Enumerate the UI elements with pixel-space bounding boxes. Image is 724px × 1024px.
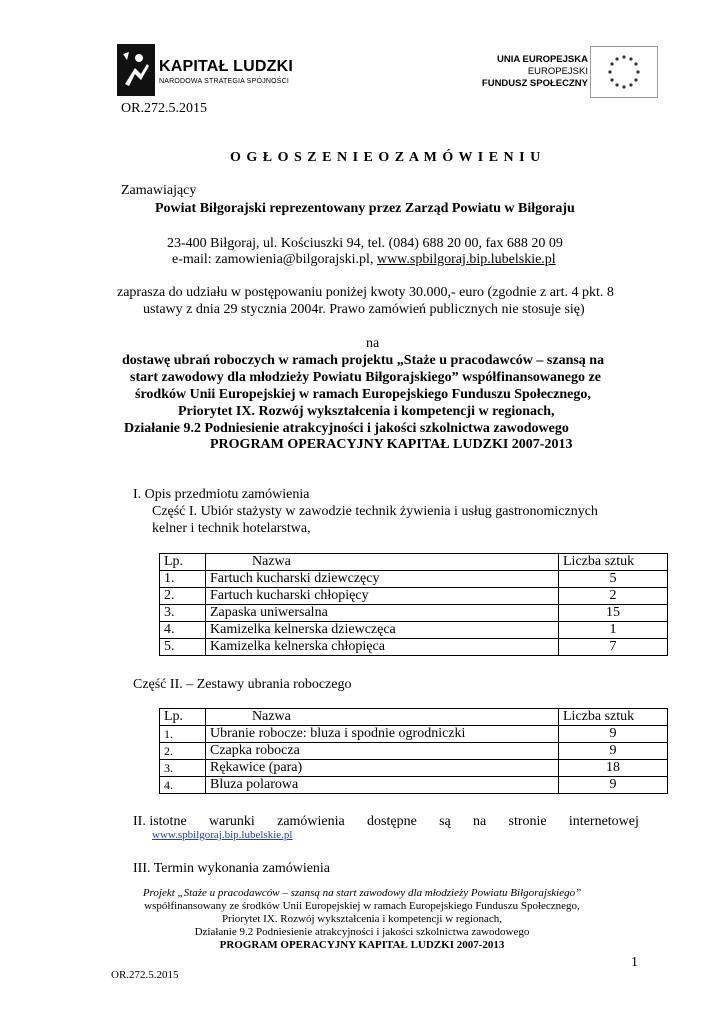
- kapital-ludzki-title: KAPITAŁ LUDZKI: [159, 58, 294, 75]
- footer-line-2: współfinansowany ze środków Unii Europejskiej w ramach Europejskiego Funduszu Społecznego,: [144, 900, 580, 912]
- footer-line-1: Projekt „Staże u pracodawców – szansą na start zawodowy dla młodzieży Powiatu Biłgorajskiego”: [142, 887, 582, 899]
- table-row: [160, 743, 668, 760]
- cell-qty: 2: [559, 588, 668, 605]
- table-header-row: [160, 709, 668, 726]
- eu-logo-line3: FUNDUSZ SPOŁECZNY: [481, 78, 588, 89]
- section-2-word: są: [439, 814, 451, 829]
- table-part-1: [159, 553, 668, 656]
- na-text: na: [366, 336, 380, 351]
- project-line-4: Priorytet IX. Rozwój wykształcenia i kompetencji w regionach,: [178, 404, 555, 419]
- eu-flag-icon: [590, 46, 658, 98]
- project-line-5: Działanie 9.2 Podniesienie atrakcyjności i jakości szkolnictwa zawodowego: [124, 421, 569, 436]
- invite-line-2: ustawy z dnia 29 stycznia 2004r. Prawo zamówień publicznych nie stosuje się): [143, 302, 585, 317]
- header-lp: Lp.: [160, 709, 206, 726]
- table-row: [160, 726, 668, 743]
- project-line-6: PROGRAM OPERACYJNY KAPITAŁ LUDZKI 2007-2013: [210, 437, 573, 452]
- kapital-ludzki-emblem-icon: [117, 44, 155, 96]
- section-2-link[interactable]: www.spbilgoraj.bip.lubelskie.pl: [152, 829, 293, 841]
- cell-name: Zapaska uniwersalna: [206, 605, 559, 622]
- table-header-row: [160, 554, 668, 571]
- cell-qty: 9: [559, 726, 668, 743]
- zamawiajacy-label: Zamawiający: [121, 183, 197, 198]
- email-text: e-mail: zamowienia@bilgorajski.pl,: [172, 252, 377, 267]
- invite-line-1: zaprasza do udziału w postępowaniu poniżej kwoty 30.000,- euro (zgodnie z art. 4 pkt. 8: [117, 285, 614, 300]
- table-row: [160, 622, 668, 639]
- contact-line: [172, 252, 556, 268]
- cell-qty: 9: [559, 743, 668, 760]
- cell-lp: 4.: [160, 622, 206, 639]
- cell-name: Rękawice (para): [206, 760, 559, 777]
- part-2-title: Część II. – Zestawy ubrania roboczego: [133, 677, 352, 692]
- page-number: 1: [631, 955, 638, 970]
- cell-lp: 1.: [160, 726, 206, 743]
- cell-lp: 2.: [160, 743, 206, 760]
- cell-name: Fartuch kucharski chłopięcy: [206, 588, 559, 605]
- eu-logo-line1: UNIA EUROPEJSKA: [497, 54, 588, 65]
- section-3-title: III. Termin wykonania zamówienia: [133, 861, 331, 876]
- section-2-line: [133, 814, 639, 830]
- cell-name: Kamizelka kelnerska dziewczęca: [206, 622, 559, 639]
- kapital-ludzki-subtitle: NARODOWA STRATEGIA SPÓJNOŚCI: [159, 78, 290, 85]
- cell-qty: 7: [559, 639, 668, 656]
- table-row: [160, 605, 668, 622]
- address-line: 23-400 Biłgoraj, ul. Kościuszki 94, tel. (084) 688 20 00, fax 688 20 09: [167, 236, 563, 251]
- eu-logo: [468, 46, 658, 98]
- table-row: [160, 760, 668, 777]
- cell-lp: 1.: [160, 571, 206, 588]
- eu-logo-text: [482, 54, 588, 90]
- table-part-2: [159, 708, 668, 794]
- cell-lp: 4.: [160, 777, 206, 794]
- footer: [0, 887, 724, 952]
- footer-line-4: Działanie 9.2 Podniesienie atrakcyjności i jakości szkolnictwa zawodowego: [194, 926, 530, 938]
- section-2-word: II. istotne: [133, 814, 187, 829]
- cell-lp: 3.: [160, 760, 206, 777]
- table-row: [160, 639, 668, 656]
- header-qty: Liczba sztuk: [559, 554, 668, 571]
- section-2-word: internetowej: [568, 814, 639, 829]
- footer-line-3: Priorytet IX. Rozwój wykształcenia i kompetencji w regionach,: [221, 913, 503, 925]
- cell-qty: 1: [559, 622, 668, 639]
- header-qty: Liczba sztuk: [559, 709, 668, 726]
- cell-qty: 9: [559, 777, 668, 794]
- section-2-word: dostępne: [367, 814, 417, 829]
- section-1-title: I. Opis przedmiotu zamówienia: [133, 487, 310, 502]
- header-name: Nazwa: [206, 554, 559, 571]
- header-name: Nazwa: [206, 709, 559, 726]
- page-title: O G Ł O S Z E N I E O Z A M Ó W I E N I U: [230, 150, 542, 165]
- zamawiajacy-name: Powiat Biłgorajski reprezentowany przez Zarząd Powiatu w Biłgoraju: [155, 201, 575, 216]
- cell-qty: 5: [559, 571, 668, 588]
- section-2-word: stronie: [508, 814, 547, 829]
- cell-name: Bluza polarowa: [206, 777, 559, 794]
- table-row: [160, 777, 668, 794]
- project-line-1: dostawę ubrań roboczych w ramach projektu „Staże u pracodawców – szansą na: [122, 353, 605, 368]
- section-2-word: warunki: [208, 814, 255, 829]
- section-2-word: na: [473, 814, 487, 829]
- cell-qty: 18: [559, 760, 668, 777]
- cell-lp: 2.: [160, 588, 206, 605]
- project-line-3: środków Unii Europejskiej w ramach Europejskiego Funduszu Społecznego,: [135, 387, 591, 402]
- website-link[interactable]: www.spbilgoraj.bip.lubelskie.pl: [376, 252, 556, 267]
- reference-number-bottom: OR.272.5.2015: [111, 969, 179, 981]
- cell-name: Czapka robocza: [206, 743, 559, 760]
- reference-number: OR.272.5.2015: [121, 101, 207, 116]
- table-row: [160, 571, 668, 588]
- cell-lp: 5.: [160, 639, 206, 656]
- part-1-line-1: Część I. Ubiór stażysty w zawodzie technik żywienia i usług gastronomicznych: [152, 504, 598, 519]
- table-row: [160, 588, 668, 605]
- header-lp: Lp.: [160, 554, 206, 571]
- part-1-line-2: kelner i technik hotelarstwa,: [152, 521, 311, 536]
- eu-logo-line2: EUROPEJSKI: [527, 66, 588, 77]
- cell-name: Kamizelka kelnerska chłopięca: [206, 639, 559, 656]
- cell-lp: 3.: [160, 605, 206, 622]
- kapital-ludzki-logo: [117, 44, 294, 96]
- cell-name: Ubranie robocze: bluza i spodnie ogrodniczki: [206, 726, 559, 743]
- section-2-word: zamówienia: [277, 814, 345, 829]
- cell-name: Fartuch kucharski dziewczęcy: [206, 571, 559, 588]
- project-line-2: start zawodowy dla młodzieży Powiatu Biłgorajskiego” współfinansowanego ze: [130, 370, 601, 385]
- footer-line-5: PROGRAM OPERACYJNY KAPITAŁ LUDZKI 2007-2013: [219, 939, 505, 951]
- cell-qty: 15: [559, 605, 668, 622]
